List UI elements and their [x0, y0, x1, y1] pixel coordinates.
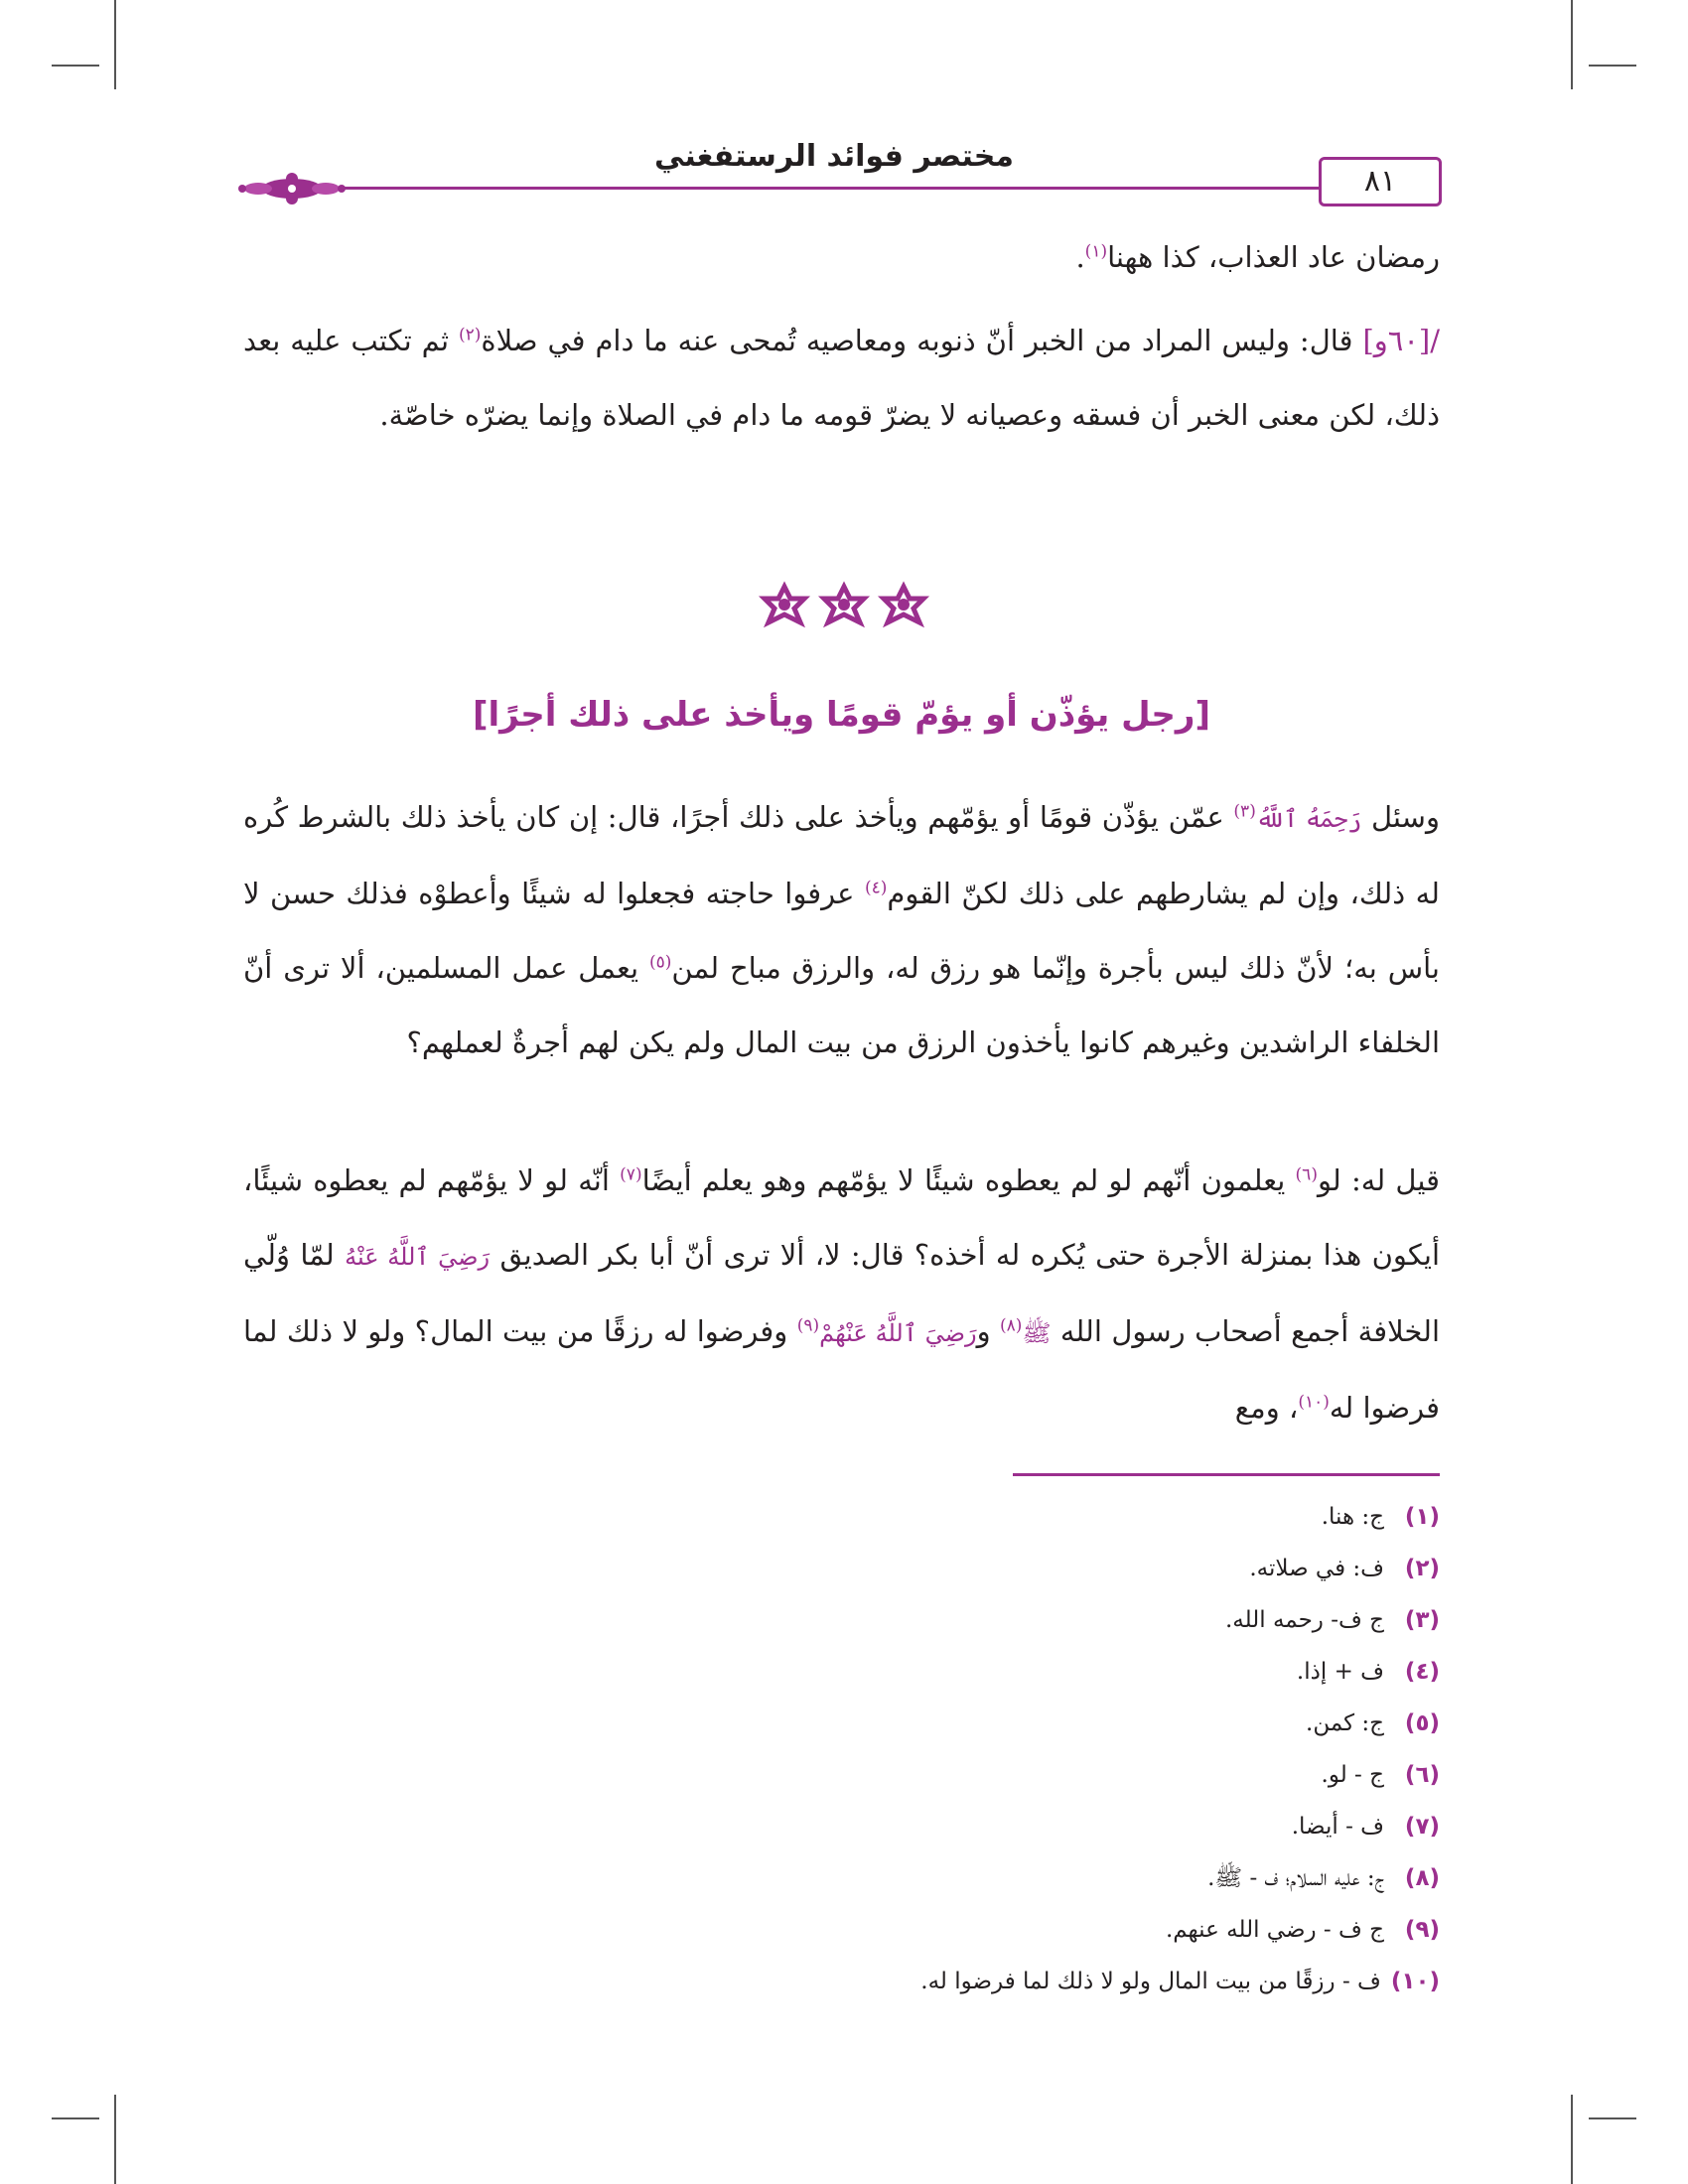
- footnote-number: (٣): [1404, 1607, 1440, 1633]
- footnote-number: (٥): [1404, 1710, 1440, 1736]
- footnote-number: (٤): [1404, 1659, 1440, 1685]
- crop-mark: [1571, 2095, 1573, 2184]
- footnote-number: (٢): [1404, 1556, 1440, 1581]
- section-heading: [رجل يؤذّن أو يؤمّ قومًا ويأخذ على ذلك أجرًا]: [472, 695, 1211, 735]
- footnote-text: ج - لو.: [1321, 1762, 1384, 1788]
- paragraph-text: قال: وليس المراد من الخبر أنّ ذنوبه ومعاصيه تُمحى عنه ما دام في صلاة: [481, 324, 1363, 357]
- paragraph-text: .: [1075, 240, 1085, 274]
- footnote-item: [243, 1904, 1440, 1956]
- paragraph-text: وفرضوا له رزقًا من بيت المال؟ ولو لا ذلك لما فرضوا له: [243, 1314, 1440, 1425]
- honorific: رَضِيَ ٱللَّهُ عَنْهُ: [345, 1243, 491, 1271]
- paragraph-text: لمّا وُلّي الخلافة أجمع أصحاب رسول الله: [243, 1238, 1440, 1348]
- footnote-text: ج ف - رضي الله عنهم.: [1165, 1917, 1384, 1943]
- footnote-ref[interactable]: (٩): [796, 1315, 820, 1336]
- footnote-item: [243, 1646, 1440, 1698]
- paragraph-text: يعلمون أنّهم لو لم يعطوه شيئًا لا يؤمّهم وهو يعلم أيضًا: [641, 1163, 1296, 1197]
- paragraph-text: ، ومع: [1234, 1391, 1299, 1425]
- honorific: رَضِيَ ٱللَّهُ عَنْهُمْ: [819, 1319, 977, 1347]
- paragraph-continuation: [243, 220, 1440, 295]
- star-ornament-icon: [755, 581, 933, 636]
- footnote-ref[interactable]: (٦): [1295, 1164, 1318, 1185]
- crop-mark: [114, 0, 116, 89]
- footnote-text: ج: عليه السلام؛ ف - ﷺ.: [1207, 1865, 1384, 1891]
- footnote-ref[interactable]: (٤): [864, 878, 888, 898]
- footnote-ref[interactable]: (١٠): [1298, 1392, 1330, 1413]
- footnote-item: [243, 1543, 1440, 1594]
- crop-mark: [1589, 2117, 1636, 2119]
- footnote-ref[interactable]: (٥): [648, 952, 672, 973]
- crop-mark: [52, 2117, 99, 2119]
- paragraph-text: عرفوا حاجته فجعلوا له شيئًا وأعطوْه فذلك حسن لا بأس به؛ لأنّ ذلك ليس بأجرة وإنّما هو رزق له، والرزق مباح لمن: [243, 877, 1441, 985]
- folio-marker: /[٦٠و]: [1362, 324, 1441, 357]
- footnote-separator: [1013, 1473, 1440, 1476]
- footnote-ref[interactable]: (١): [1084, 241, 1108, 262]
- paragraph-text: ثم تكتب عليه بعد ذلك، لكن معنى الخبر أن فسقه وعصيانه لا يضرّ قومه ما دام في الصلاة وإنما يضرّه خاصّة.: [243, 324, 1440, 432]
- paragraph-text: يعمل عمل المسلمين، ألا ترى أنّ الخلفاء الراشدين وغيرهم كانوا يأخذون الرزق من بيت المال ولم يكن لهم أجرةٌ لعملهم؟: [243, 951, 1440, 1059]
- footnote-ref[interactable]: (٨): [1000, 1315, 1023, 1336]
- footnote-number: (٧): [1404, 1814, 1440, 1840]
- footnote-item: [243, 1852, 1440, 1904]
- footnote-item: [243, 1956, 1440, 2007]
- footnote-item: [243, 1698, 1440, 1749]
- footnote-number: (٦): [1404, 1762, 1440, 1788]
- paragraph: [243, 304, 1440, 453]
- footnote-number: (١٠): [1390, 1969, 1440, 1994]
- footnote-text: ف - أيضا.: [1291, 1814, 1384, 1840]
- footnote-text: ف - رزقًا من بيت المال ولو لا ذلك لما فرضوا له.: [920, 1969, 1381, 1994]
- paragraph: [243, 1144, 1440, 1445]
- footnote-item: [243, 1749, 1440, 1801]
- footnote-ref[interactable]: (٢): [458, 325, 482, 345]
- section-separator: [755, 581, 933, 640]
- paragraph-text: و: [976, 1314, 1001, 1348]
- footnote-item: [243, 1491, 1440, 1543]
- running-header-title: مختصر فوائد الرستفغني: [654, 139, 1014, 174]
- footnote-text: ج: هنا.: [1321, 1504, 1384, 1530]
- footnotes-list: [243, 1491, 1440, 2007]
- crop-mark: [114, 2095, 116, 2184]
- footnote-text: ج: كمن.: [1306, 1710, 1384, 1736]
- paragraph-text: قيل له: لو: [1317, 1163, 1440, 1197]
- honorific: ﷺ: [1022, 1319, 1052, 1347]
- floral-ornament-icon: [236, 171, 348, 206]
- crop-mark: [52, 65, 99, 67]
- footnote-text: ف + إذا.: [1296, 1659, 1384, 1685]
- footnote-number: (٩): [1404, 1917, 1440, 1943]
- page-number: ٨١: [1319, 157, 1442, 206]
- footnote-number: (١): [1404, 1504, 1440, 1530]
- footnote-ref[interactable]: (٧): [620, 1164, 642, 1185]
- footnote-item: [243, 1801, 1440, 1852]
- paragraph-text: رمضان عاد العذاب، كذا ههنا: [1107, 240, 1440, 274]
- paragraph: [243, 780, 1440, 1080]
- footnote-number: (٨): [1404, 1865, 1440, 1891]
- paragraph-text: وسئل: [1361, 800, 1440, 834]
- crop-mark: [1589, 65, 1636, 67]
- honorific: رَحِمَهُ ٱللَّهُ: [1255, 805, 1362, 833]
- footnote-ref[interactable]: (٣): [1233, 801, 1256, 822]
- footnote-item: [243, 1594, 1440, 1646]
- paragraph-text: أنّه لو لا يؤمّهم لم يعطوه شيئًا، أيكون هذا بمنزلة الأجرة حتى يُكره له أخذه؟ قال: لا، ألا ترى أنّ أبا بكر الصديق: [243, 1163, 1440, 1272]
- crop-mark: [1571, 0, 1573, 89]
- paragraph-text: عمّن يؤذّن قومًا أو يؤمّهم ويأخذ على ذلك أجرًا، قال: إن كان يأخذ ذلك بالشرط كُره له ذلك، وإن لم يشارطهم على ذلك لكنّ القوم: [243, 800, 1440, 910]
- footnote-text: ج ف- رحمه الله.: [1224, 1607, 1384, 1633]
- header-rule: [246, 187, 1327, 190]
- footnote-text: ف: في صلاته.: [1249, 1556, 1384, 1581]
